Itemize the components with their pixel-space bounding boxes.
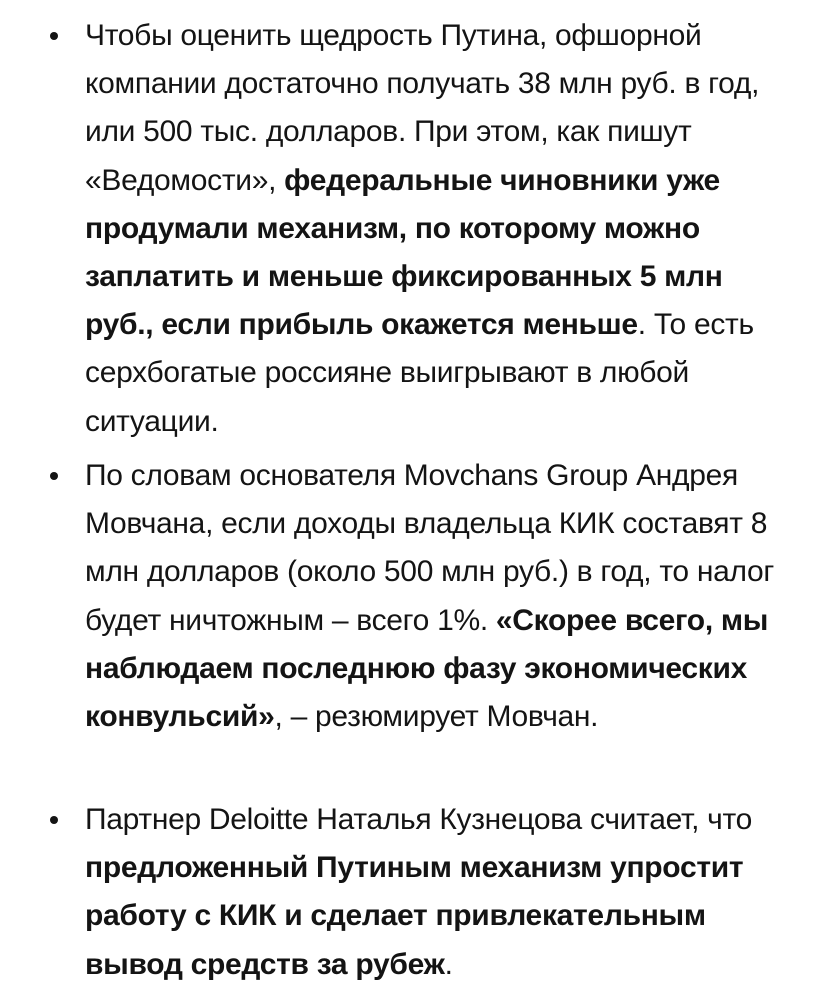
bullet-text-plain: . xyxy=(444,947,453,981)
bullet-text-plain: , – резюмирует Мовчан. xyxy=(274,700,599,734)
bullet-dot-icon xyxy=(50,472,58,480)
bullet-text-bold: «Скорее всего, мы наблюдаем последнюю фазу экономических конвульсий» xyxy=(85,603,769,734)
bullet-text-plain: . То есть серхбогатые россияне выигрывают в любой ситуации. xyxy=(85,308,754,438)
bullet-text-plain: Партнер Deloitte Наталья Кузнецова считает, что xyxy=(85,803,752,836)
bullet-text-bold: федеральные чиновники уже продумали механизм, по которому можно заплатить и меньше фиксированных 5 млн руб., если прибыль окажется меньше xyxy=(85,163,723,342)
list-item xyxy=(0,12,828,446)
list-item xyxy=(0,796,828,989)
bullet-text-plain: По словам основателя Movchans Group Андрея Мовчана, если доходы владельца КИК составят 8 млн долларов (около 500 млн руб.) в год, то налог будет ничтожным – всего 1%. xyxy=(85,459,775,637)
bullet-dot-icon xyxy=(50,32,58,40)
list-item xyxy=(0,452,828,741)
bullet-text-plain: Чтобы оценить щедрость Путина, офшорной компании достаточно получать 38 млн руб. в год, или 500 тыс. долларов. При этом, как пишут «Ведомости», xyxy=(85,19,760,197)
bullet-dot-icon xyxy=(50,816,58,824)
bullet-text-bold: предложенный Путиным механизм упростит работу с КИК и сделает привлекательным вывод средств за рубеж xyxy=(85,851,744,981)
